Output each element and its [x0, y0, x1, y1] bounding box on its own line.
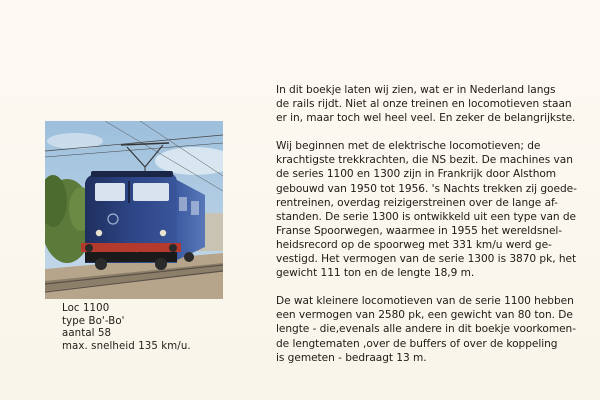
photo-caption: [62, 303, 191, 353]
text-line: gewicht 111 ton en de lengte 18,9 m.: [276, 267, 475, 280]
text-line: de series 1100 en 1300 zijn in Frankrijk door Alsthom: [276, 168, 557, 181]
locomotive-roof: [91, 171, 173, 177]
text-line: is gemeten - bedraagt 13 m.: [276, 351, 427, 364]
side-window: [191, 201, 199, 215]
text-line: lengte - die,evenals alle andere in dit boekje voorkomen-: [276, 323, 576, 336]
caption-line: type Bo'-Bo': [62, 315, 125, 327]
paragraph-electric-locomotives: [276, 139, 576, 280]
text-line: Franse Spoorwegen, waarmee in 1955 het wereldsnel-: [276, 224, 563, 237]
text-line: de lengtematen ,over de buffers of over de koppeling: [276, 337, 558, 350]
headlight: [96, 230, 102, 236]
text-line: In dit boekje laten wij zien, wat er in Nederland langs: [276, 84, 556, 96]
caption-line: aantal 58: [62, 328, 112, 340]
cab-window: [133, 183, 169, 201]
buffer-beam: [81, 243, 181, 252]
locomotive-illustration: [45, 121, 223, 299]
locomotive-photo: [45, 121, 223, 299]
text-line: de rails rijdt. Niet al onze treinen en locomotieven staan: [276, 98, 572, 111]
text-line: krachtigste trekkrachten, die NS bezit. De machines van: [276, 154, 573, 167]
wheel: [155, 258, 167, 270]
text-line: heidsrecord op de spoorweg met 331 km/u werd ge-: [276, 238, 552, 251]
cab-window: [95, 183, 125, 201]
buffer: [85, 244, 93, 252]
paragraph-series-1100: [276, 294, 576, 364]
text-line: De wat kleinere locomotieven van de serie 1100 hebben: [276, 295, 574, 308]
body-text: [276, 83, 576, 379]
wheel: [95, 258, 107, 270]
wheel: [184, 252, 194, 262]
text-line: gebouwd van 1950 tot 1956. 's Nachts trekken zij goede-: [276, 182, 577, 195]
caption-line: max. snelheid 135 km/u.: [62, 340, 191, 352]
side-window: [179, 197, 187, 211]
text-line: Wij beginnen met de elektrische locomotieven; de: [276, 140, 541, 153]
paragraph-intro: [276, 83, 576, 125]
headlight: [160, 230, 166, 236]
text-line: er in, maar toch wel heel veel. En zeker de belangrijkste.: [276, 112, 576, 125]
text-line: een vermogen van 2580 pk, een gewicht van 80 ton. De: [276, 309, 573, 322]
caption-line: Loc 1100: [62, 303, 110, 314]
text-line: standen. De serie 1300 is ontwikkeld uit een type van de: [276, 210, 577, 223]
buffer: [169, 244, 177, 252]
text-line: rentreinen, overdag reizigerstreinen over de lange af-: [276, 196, 558, 209]
text-line: vestigd. Het vermogen van de serie 1300 is 3870 pk, het: [276, 253, 577, 266]
